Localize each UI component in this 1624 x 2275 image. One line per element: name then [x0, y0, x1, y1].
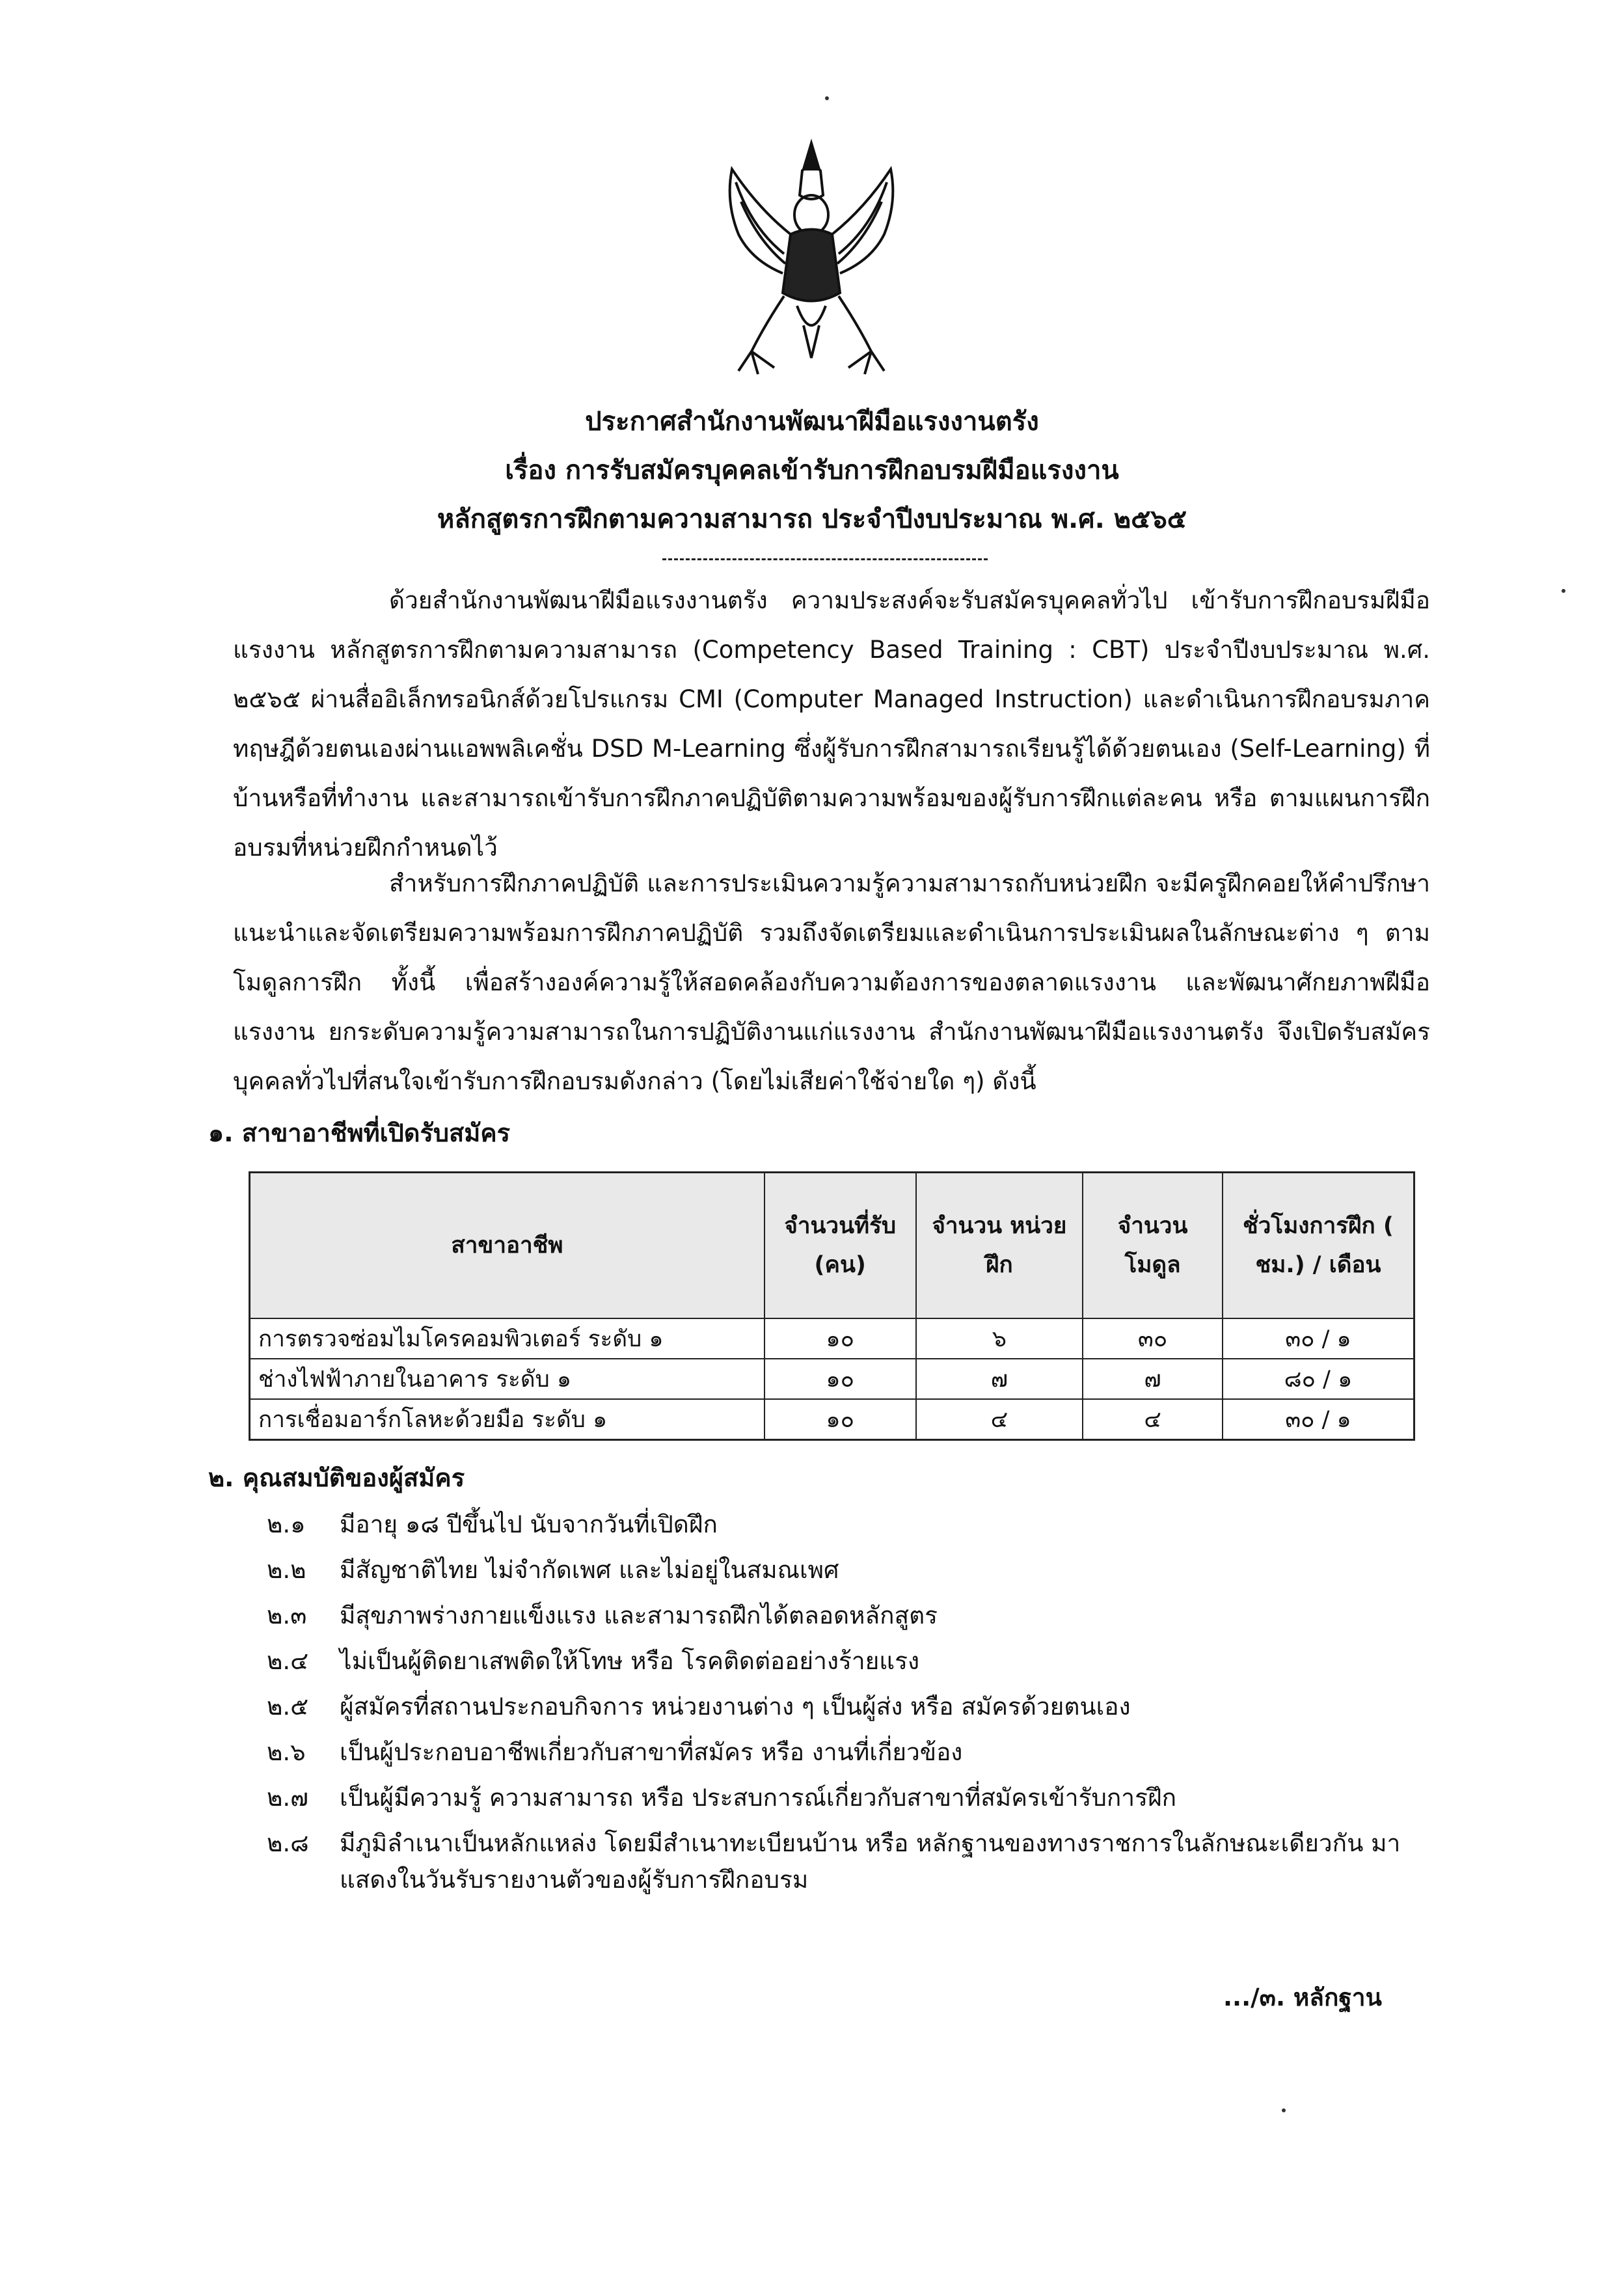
qualifications-list	[267, 1506, 1438, 1907]
announcement-course-line: หลักสูตรการฝึกตามความสามารถ ประจำปีงบประมาณ พ.ศ. ๒๕๖๕	[437, 504, 1187, 534]
unit-count: ๔	[916, 1399, 1083, 1440]
table-row	[250, 1359, 1414, 1399]
header-divider	[662, 558, 988, 560]
item-number: ๒.๒	[267, 1556, 306, 1584]
occupation-name: การเชื่อมอาร์กโลหะด้วยมือ ระดับ ๑	[250, 1399, 765, 1440]
announcement-title: ประกาศสำนักงานพัฒนาฝีมือแรงงานตรัง	[585, 407, 1039, 437]
occupations-table	[249, 1171, 1415, 1441]
item-text: มีสุขภาพร่างกายแข็งแรง และสามารถฝึกได้ตลอดหลักสูตร	[340, 1601, 938, 1629]
item-number: ๒.๔	[267, 1647, 309, 1675]
table-header-cell: จำนวนที่รับ (คน)	[765, 1173, 916, 1319]
training-hours: ๘๐ / ๑	[1223, 1359, 1414, 1399]
occupation-name: การตรวจซ่อมไมโครคอมพิวเตอร์ ระดับ ๑	[250, 1318, 765, 1359]
list-item	[267, 1598, 1438, 1634]
item-number: ๒.๕	[267, 1693, 309, 1721]
scan-speck	[1282, 2108, 1286, 2112]
training-hours: ๓๐ / ๑	[1223, 1318, 1414, 1359]
unit-count: ๗	[916, 1359, 1083, 1399]
item-text: เป็นผู้ประกอบอาชีพเกี่ยวกับสาขาที่สมัคร หรือ งานที่เกี่ยวข้อง	[340, 1738, 963, 1766]
table-header-row	[250, 1173, 1414, 1319]
item-number: ๒.๖	[267, 1738, 306, 1766]
item-text: เป็นผู้มีความรู้ ความสามารถ หรือ ประสบการณ์เกี่ยวกับสาขาที่สมัครเข้ารับการฝึก	[340, 1784, 1177, 1812]
trainee-count: ๑๐	[765, 1318, 916, 1359]
item-text: ผู้สมัครที่สถานประกอบกิจการ หน่วยงานต่าง ๆ เป็นผู้ส่ง หรือ สมัครด้วยตนเอง	[340, 1693, 1131, 1721]
training-hours: ๓๐ / ๑	[1223, 1399, 1414, 1440]
list-item	[267, 1780, 1438, 1816]
table-header-cell: จำนวน หน่วยฝึก	[916, 1173, 1083, 1319]
scan-speck	[1562, 589, 1565, 593]
item-number: ๒.๑	[267, 1510, 306, 1538]
list-item	[267, 1643, 1438, 1680]
list-item	[267, 1552, 1438, 1588]
scan-speck	[825, 96, 829, 100]
module-count: ๔	[1083, 1399, 1223, 1440]
module-count: ๓๐	[1083, 1318, 1223, 1359]
item-text: มีภูมิลำเนาเป็นหลักแหล่ง โดยมีสำเนาทะเบียนบ้าน หรือ หลักฐานของทางราชการในลักษณะเดียวกัน มาแสดงในวันรับรายงานตัวของผู้รับการฝึกอบรม	[340, 1829, 1401, 1894]
intro-paragraph: ด้วยสำนักงานพัฒนาฝีมือแรงงานตรัง ความประสงค์จะรับสมัครบุคคลทั่วไป เข้ารับการฝึกอบรมฝีมือแรงงาน หลักสูตรการฝึกตามความสามารถ (Competency Based Training : CBT) ประจำปีงบประมาณ พ.ศ. ๒๕๖๕ ผ่านสื่ออิเล็กทรอนิกส์ด้วยโปรแกรม CMI (Computer Managed Instruction) และดำเนินการฝึกอบรมภาคทฤษฎีด้วยตนเองผ่านแอพพลิเคชั่น DSD M-Learning ซึ่งผู้รับการฝึกสามารถเรียนรู้ได้ด้วยตนเอง (Self-Learning) ที่บ้านหรือที่ทำงาน และสามารถเข้ารับการฝึกภาคปฏิบัติตามความพร้อมของผู้รับการฝึกแต่ละคน หรือ ตามแผนการฝึกอบรมที่หน่วยฝึกกำหนดไว้	[233, 586, 1430, 862]
section-qualifications-title: ๒. คุณสมบัติของผู้สมัคร	[208, 1464, 465, 1492]
section-occupations-title: ๑. สาขาอาชีพที่เปิดรับสมัคร	[208, 1119, 511, 1147]
announcement-subject: เรื่อง การรับสมัครบุคคลเข้ารับการฝึกอบรมฝีมือแรงงาน	[505, 456, 1119, 485]
list-item	[267, 1506, 1438, 1543]
table-row	[250, 1399, 1414, 1440]
occupation-name: ช่างไฟฟ้าภายในอาคาร ระดับ ๑	[250, 1359, 765, 1399]
item-text: ไม่เป็นผู้ติดยาเสพติดให้โทษ หรือ โรคติดต่ออย่างร้ายแรง	[340, 1647, 920, 1675]
list-item	[267, 1734, 1438, 1771]
item-text: มีสัญชาติไทย ไม่จำกัดเพศ และไม่อยู่ในสมณเพศ	[340, 1556, 839, 1584]
trainee-count: ๑๐	[765, 1399, 916, 1440]
list-item	[267, 1825, 1438, 1898]
trainee-count: ๑๐	[765, 1359, 916, 1399]
module-count: ๗	[1083, 1359, 1223, 1399]
garuda-emblem-icon	[712, 130, 911, 384]
item-number: ๒.๗	[267, 1784, 308, 1812]
continuation-note: .../๓. หลักฐาน	[1223, 1983, 1382, 2011]
item-text: มีอายุ ๑๘ ปีขึ้นไป นับจากวันที่เปิดฝึก	[340, 1510, 718, 1538]
unit-count: ๖	[916, 1318, 1083, 1359]
table-row	[250, 1318, 1414, 1359]
practice-paragraph: สำหรับการฝึกภาคปฏิบัติ และการประเมินความรู้ความสามารถกับหน่วยฝึก จะมีครูฝึกคอยให้คำปรึกษา แนะนำและจัดเตรียมความพร้อมการฝึกภาคปฏิบัติ รวมถึงจัดเตรียมและดำเนินการประเมินผลในลักษณะต่าง ๆ ตามโมดูลการฝึก ทั้งนี้ เพื่อสร้างองค์ความรู้ให้สอดคล้องกับความต้องการของตลาดแรงงาน และพัฒนาศักยภาพฝีมือแรงงาน ยกระดับความรู้ความสามารถในการปฏิบัติงานแก่แรงงาน สำนักงานพัฒนาฝีมือแรงงานตรัง จึงเปิดรับสมัครบุคคลทั่วไปที่สนใจเข้ารับการฝึกอบรมดังกล่าว (โดยไม่เสียค่าใช้จ่ายใด ๆ) ดังนี้	[233, 869, 1430, 1095]
table-header-cell: สาขาอาชีพ	[250, 1173, 765, 1319]
item-number: ๒.๘	[267, 1829, 309, 1857]
list-item	[267, 1689, 1438, 1725]
item-number: ๒.๓	[267, 1601, 307, 1629]
table-header-cell: จำนวน โมดูล	[1083, 1173, 1223, 1319]
table-header-cell: ชั่วโมงการฝึก ( ชม.) / เดือน	[1223, 1173, 1414, 1319]
